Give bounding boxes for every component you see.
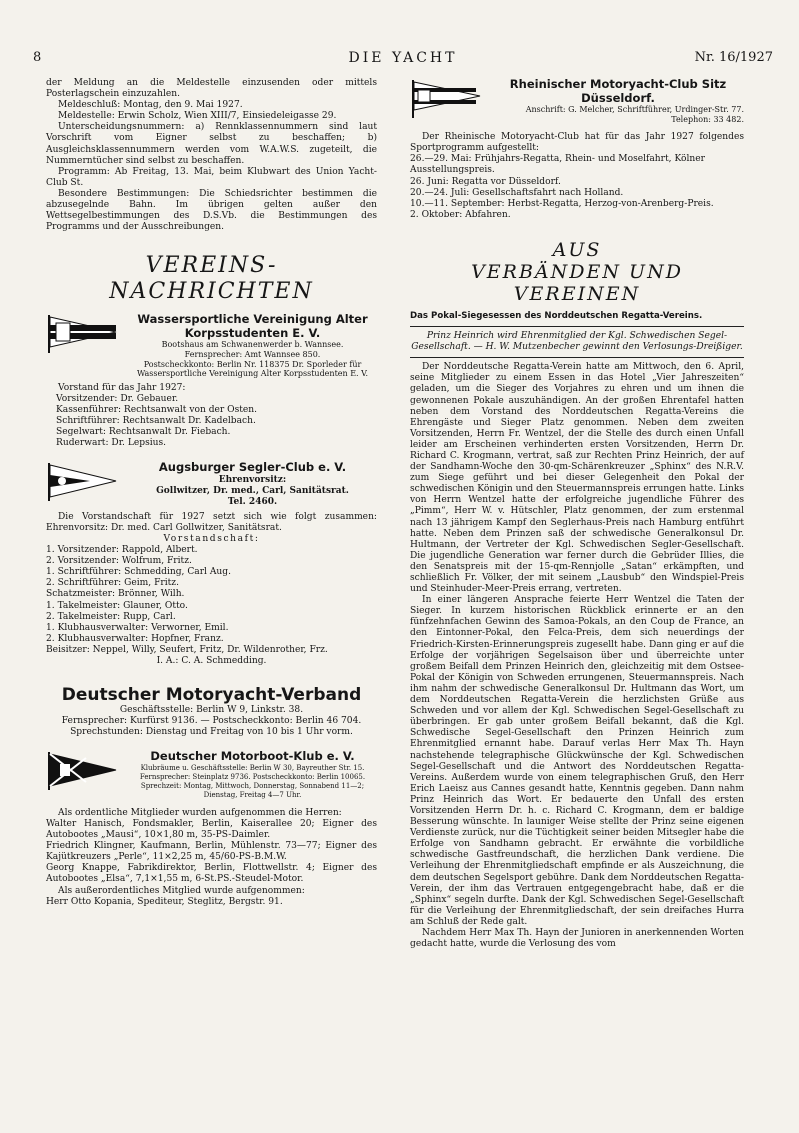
list-item: 2. Oktober: Abfahren. (410, 209, 511, 220)
page-header (33, 50, 773, 68)
club-address: Telephon: 33 482. (671, 114, 744, 124)
section-title-verbaenden: VERBÄNDEN UND VEREINEN (471, 260, 683, 305)
club-address: Fernsprecher: Amt Wannsee 850. (184, 349, 321, 359)
section-title-vereins-nachrichten: VEREINS-NACHRICHTEN (109, 253, 314, 305)
club-address: Klubräume u. Geschäftsstelle: Berlin W 30, Bayreuther Str. 15. (140, 763, 365, 772)
club-header-dmk (46, 750, 377, 800)
list-item: 26.—29. Mai: Frühjahrs-Regatta, Rhein- und Moselfahrt, Kölner Ausstellungspreis. (410, 154, 705, 176)
paragraph: Als außerordentliches Mitglied wurde aufgenommen: (58, 885, 305, 896)
divider (410, 357, 744, 358)
paragraph: Herr Otto Kopania, Spediteur, Steglitz, Bergstr. 91. (46, 896, 283, 907)
list-item: 20.—24. Juli: Gesellschaftsfahrt nach Holland. (410, 187, 624, 198)
board-heading: Vorstandschaft: (163, 533, 260, 544)
list-item: 1. Schriftführer: Schmedding, Carl Aug. (46, 567, 231, 578)
list-item: 10.—11. September: Herbst-Regatta, Herzog-von-Arenberg-Preis. (410, 198, 714, 209)
club-header-wvak (46, 313, 377, 378)
board-intro: Vorstand für das Jahr 1927: (58, 382, 186, 393)
club-address: Anschrift: G. Melcher, Schriftführer, Urdinger-Str. 77. (525, 105, 744, 114)
list-item: Segelwart: Rechtsanwalt Dr. Fiebach. (56, 427, 231, 438)
club-address: Postscheckkonto: Berlin Nr. 118375 Dr. Sporleder für Wassersportliche Vereinigung Alter Korpsstudenten E. V. (136, 359, 369, 379)
dmv-title: Deutscher Motoryacht-Verband (61, 685, 362, 706)
list-item: Beisitzer: Neppel, Willy, Seufert, Fritz, Dr. Wildenrother, Frz. (46, 644, 328, 655)
paragraph: Nachdem Herr Max Th. Hayn der Junioren in anerkennenden Worten gedacht hatte, wurde die Verlosung des vom (410, 928, 744, 950)
club-name: Deutscher Motorboot-Klub e. V. (150, 749, 355, 764)
paragraph: Unterscheidungsnummern: a) Rennklassennummern sind laut Vorschrift vom Eigner selbst zu beschaffen; b) Ausgleichsklassennummern werden vom W.A.W.S. zugeteilt, die Nummerntücher sind selbst zu beschaffen. (46, 122, 377, 166)
paragraph: Meldestelle: Erwin Scholz, Wien XIII/7, Einsiedeleigasse 29. (58, 111, 337, 122)
club-name: Augsburger Segler-Club e. V. (158, 460, 347, 475)
list-item: 1. Vorsitzender: Rappold, Albert. (46, 545, 198, 556)
board-list (46, 394, 377, 449)
right-column (410, 78, 744, 950)
list-item: 2. Schriftführer: Geim, Fritz. (46, 578, 179, 589)
club-name: Wassersportliche Vereinigung Alter Korpsstudenten E. V. (137, 312, 368, 340)
list-item: Schriftführer: Rechtsanwalt Dr. Kadelbach. (56, 415, 256, 426)
paragraph: Programm: Ab Freitag, 13. Mai, beim Klubwart des Union Yacht-Club St. (46, 166, 377, 188)
club-header-rheinischer (410, 78, 744, 124)
signature: I. A.: C. A. Schmedding. (156, 655, 267, 666)
club-subtitle: Ehrenvorsitz: (218, 474, 287, 485)
club-pennant-icon (410, 78, 482, 118)
board-list (46, 545, 377, 656)
paragraph: Besondere Bestimmungen: Die Schiedsrichter bestimmen die abzusegelnde Bahn. Im übrigen gelten außer den Wettsegelbestimmungen des D.S.Vb. die Bestimmungen des Programms und der Ausschreibungen. (46, 188, 377, 233)
paragraph: Als ordentliche Mitglieder wurden aufgenommen die Herren: (58, 807, 342, 818)
section-title-aus: AUS (552, 238, 602, 261)
page-number: 8 (33, 50, 42, 65)
club-address: Bootshaus am Schwanenwerder b. Wannsee. (161, 340, 344, 350)
club-subtitle: Gollwitzer, Dr. med., Carl, Sanitätsrat. (156, 485, 349, 496)
club-address: Sprechzeit: Montag, Mittwoch, Donnerstag, Sonnabend 11—2; Dienstag, Freitag 4—7 Uhr. (140, 781, 365, 799)
list-item: 2. Takelmeister: Rupp, Carl. (46, 611, 176, 622)
paragraph: Georg Knappe, Fabrikdirektor, Berlin, Flottwellstr. 4; Eigner des Autobootes „Elsa“, 7,1×1,55 m, 6-St.PS.-Steudel-Motor. (46, 863, 377, 885)
dmv-line: Fernsprecher: Kurfürst 9136. — Postscheckkonto: Berlin 46 704. (61, 716, 362, 727)
club-pennant-icon (46, 750, 118, 790)
club-name: Rheinischer Motoryacht-Club Sitz Düsseldorf. (509, 77, 727, 105)
article-title: Das Pokal-Siegesessen des Norddeutschen Regatta-Vereins. (410, 310, 703, 321)
paragraph: der Meldung an die Meldestelle einzusenden oder mittels Posterlagschein einzuzahlen. (46, 78, 377, 100)
paragraph: Der Norddeutsche Regatta-Verein hatte am Mittwoch, den 6. April, seine Mitglieder zu einem Essen in das Hotel „Vier Jahreszeiten“ geladen, um die Sieger des Vorjahres zu ehren und um ihnen die gewonnenen Pokale auszuhändigen. An der großen Ehrentafel hatten neben dem Vorstand des Norddeutschen Regatta-Vereins die Ehrengäste und Sieger Platz genommen. Neben dem zweiten Vorsitzenden, Herrn Fr. Wentzel, der die Stelle des durch einen Unfall leider am Erscheinen verhinderten ersten Vorsitzenden, Herrn Dr. Richard C. Krogmann, vertrat, saß zur Rechten Prinz Heinrich, der auf der Sandhamn-Woche den 30-qm-Schärenkreuzer „Sphinx“ des N.R.V. zum Siege geführt und bei dieser Gelegenheit den Pokal der schwedischen Königin und den Steuermannspreis errungen hatte. Links von Herrn Wentzel hatte der erfolgreiche jugendliche Führer des „Pimm“, Herr W. v. Hütschler, Platz genommen, der zum erstenmal nach 13 jährigem Kampf den Seglerhaus-Preis nach Hamburg entführt hatte. Neben dem Prinzen saß der schwedische Generalkonsul Dr. Hultmann, der Vertreter der Kgl. Schwedischen Segler-Gesellschaft. Die jugendliche Generation war ferner durch die Gebrüder Illies, die den Senatspreis mit der 15-qm-Rennjolle „Satan“ erkämpften, und schließlich Fr. Völker, der mit seinem „Lausbub“ den Windspiel-Preis und Steinhuder-Meer-Preis errang, vertreten. (410, 362, 744, 595)
list-item: 1. Takelmeister: Glauner, Otto. (46, 600, 188, 611)
club-address: Fernsprecher: Steinplatz 9736. Postscheckkonto: Berlin 10065. (139, 772, 366, 781)
article-subtitle: Prinz Heinrich wird Ehrenmitglied der Kgl. Schwedischen Segel-Gesellschaft. — H. W. Mutzenbecher gewinnt den Verlosungs-Dreißiger. (411, 331, 743, 353)
club-pennant-icon (46, 313, 118, 353)
regatta-intro (46, 78, 377, 233)
dmv-line: Geschäftsstelle: Berlin W 9, Linkstr. 38. (119, 705, 304, 716)
board-intro: Die Vorstandschaft für 1927 setzt sich wie folgt zusammen: Ehrenvorsitz: Dr. med. Carl Gollwitzer, Sanitätsrat. (46, 511, 377, 533)
club-pennant-icon (46, 461, 118, 501)
list-item: Vorsitzender: Dr. Gebauer. (56, 393, 179, 404)
left-column (46, 78, 377, 908)
paragraph: Walter Hanisch, Fondsmakler, Berlin, Kaiserallee 20; Eigner des Autobootes „Mausi“, 10×1,80 m, 35-PS-Daimler. (46, 818, 377, 841)
dmv-line: Sprechstunden: Dienstag und Freitag von 10 bis 1 Uhr vorm. (70, 727, 353, 738)
list-item: 1. Klubhausverwalter: Verworner, Emil. (46, 622, 229, 633)
paragraph: Friedrich Klingner, Kaufmann, Berlin, Mühlenstr. 73—77; Eigner des Kajütkreuzers „Perle“, 11×2,25 m, 45/60-PS-B.M.W. (46, 841, 377, 863)
list-item: 26. Juni: Regatta vor Düsseldorf. (410, 176, 561, 187)
club-header-augsburg (46, 461, 377, 508)
list-item: Kassenführer: Rechtsanwalt von der Osten. (56, 404, 258, 415)
divider (410, 326, 744, 327)
list-item: Schatzmeister: Brönner, Wilh. (46, 589, 185, 600)
program-intro: Der Rheinische Motoryacht-Club hat für das Jahr 1927 folgendes Sportprogramm aufgestellt: (410, 132, 744, 154)
issue-number: Nr. 16/1927 (694, 50, 773, 65)
club-subtitle: Tel. 2460. (227, 496, 278, 507)
list-item: Ruderwart: Dr. Lepsius. (56, 438, 167, 449)
magazine-title: DIE YACHT (348, 50, 458, 66)
paragraph: In einer längeren Ansprache feierte Herr Wentzel die Taten der Sieger. In kurzem historischen Rückblick erinnerte er an den fünfzehnfachen Gewinn des Samoa-Pokals, an den Coup de France, an den Eintonner-Pokal, den Felca-Preis, dem sich neuerdings der Friedrich-Kirsten-Erinnerungspreis zugesellt habe. Dann ging er auf die Erfolge der vorjährigen Segelsaison über und überreichte unter großem Beifall dem Prinzen Heinrich den, gleichzeitig mit dem Ostsee-Pokal der Königin von Schweden errungenen, Steuermannspreis. Nach ihm nahm der schwedische Generalkonsul Dr. Hultmann das Wort, um dem Norddeutschen Regatta-Verein die herzlichsten Grüße aus Schweden und vor allem der Kgl. Schwedischen Segel-Gesellschaft zu überbringen. Er gab unter großem Beifall bekannt, daß die Kgl. Schwedische Segel-Gesellschaft den Prinzen Heinrich zum Ehrenmitglied ernannt habe. Darauf verlas Herr Max Th. Hayn nachstehende telegraphische Glückwünsche der Kgl. Schwedischen Segel-Gesellschaft und die Antwort des Norddeutschen Regatta-Vereins. Außerdem wurde von einem telegraphischen Gruß, den Herr Erich Laeisz aus Cannes gesandt hatte, Kenntnis gegeben. Dann nahm Prinz Heinrich das Wort. Er bedauerte den Unfall des ersten Vorsitzenden Herrn Dr. h. c. Richard C. Krogmann, dem er baldige Besserung wünschte. In launiger Weise stellte der Prinz seine eigenen Verdienste zurück, nur die Tüchtigkeit seiner beiden Mitsegler habe die Erfolge von Sandhamn gebracht. Er erwähnte die vorbildliche schwedische Gastfreundschaft, die herzlichen Dank verdiene. Die Verleihung der Ehrenmitgliedschaft empfinde er als Auszeichnung, die dem deutschen Segelsport gebühre. Dank dem Norddeutschen Regatta-Verein, der ihm das Vertrauen entgegengebracht habe, daß er die „Sphinx“ segeln durfte. Dank der Kgl. Schwedischen Segel-Gesellschaft für die Verleihung der Ehrenmitgliedschaft, der sein dreifaches Hurra am Schluß der Rede galt. (410, 595, 744, 927)
program-list (410, 154, 744, 221)
list-item: 2. Klubhausverwalter: Hopfner, Franz. (46, 633, 224, 644)
paragraph: Meldeschluß: Montag, den 9. Mai 1927. (58, 100, 243, 111)
list-item: 2. Vorsitzender: Wolfrum, Fritz. (46, 556, 192, 567)
